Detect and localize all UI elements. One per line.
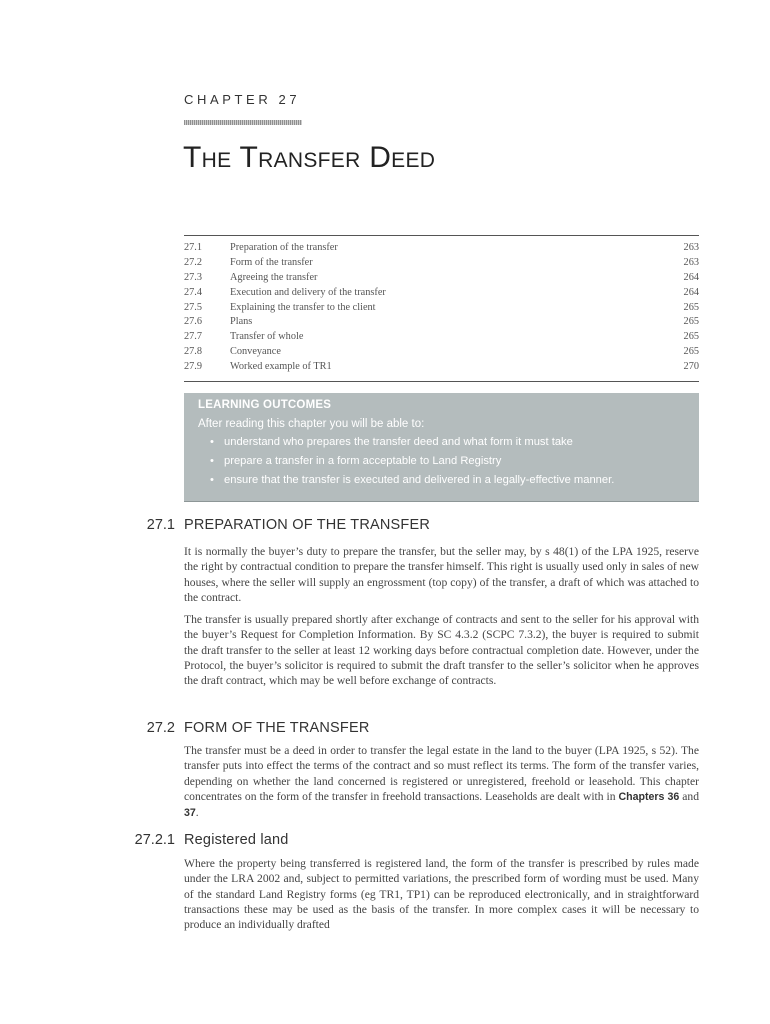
section-paragraph: The transfer is usually prepared shortly after exchange of contracts and sent to the seller for his approval with the buyer’s Request for Completion Information. By SC 4.3.2 (SCPC 7.3.2), the buyer is required to submit the draft transfer to the seller at least 12 working days before contractual completion date. However, under the Protocol, the buyer’s solicitor is required to submit the draft transfer to the seller’s solicitor when he approves the draft contract, which may be well before exchange of contracts. <box>184 613 699 688</box>
toc-entry-title: Plans <box>230 316 253 328</box>
learning-outcome-item: • prepare a transfer in a form acceptable to Land Registry <box>224 452 685 471</box>
toc-entry-title: Preparation of the transfer <box>230 241 338 253</box>
chapter-label: CHAPTER 27 <box>184 92 301 107</box>
toc-entry-title: Worked example of TR1 <box>230 361 332 373</box>
section-heading: FORM OF THE TRANSFER <box>184 720 370 736</box>
learning-outcomes-box <box>184 393 699 502</box>
toc-entry-title: Conveyance <box>230 346 281 358</box>
toc-row <box>184 344 699 359</box>
toc-entry-page: 265 <box>683 331 699 343</box>
toc-entry-page: 265 <box>683 346 699 358</box>
toc-entry-number: 27.7 <box>184 331 203 343</box>
subsection-number: 27.2.1 <box>134 832 175 848</box>
toc-row <box>184 300 699 315</box>
section-number: 27.2 <box>146 720 175 736</box>
toc-entry-number: 27.2 <box>184 256 203 268</box>
toc-entry-number: 27.1 <box>184 241 203 253</box>
toc-entry-number: 27.9 <box>184 361 203 373</box>
table-of-contents <box>184 235 699 382</box>
learning-outcomes-heading: LEARNING OUTCOMES <box>198 399 332 411</box>
section-number: 27.1 <box>146 517 175 533</box>
learning-outcome-item: • ensure that the transfer is executed and delivered in a legally-effective manner. <box>224 471 685 490</box>
learning-outcomes-intro: After reading this chapter you will be able to: <box>198 418 425 430</box>
toc-entry-number: 27.6 <box>184 316 203 328</box>
toc-entry-page: 265 <box>683 301 699 313</box>
toc-entry-page: 263 <box>683 256 699 268</box>
toc-entry-number: 27.8 <box>184 346 203 358</box>
paragraph-text: and <box>679 789 699 803</box>
chapter-rule <box>184 120 302 125</box>
toc-entry-title: Form of the transfer <box>230 256 313 268</box>
toc-entry-page: 270 <box>683 361 699 373</box>
section-paragraph <box>184 743 699 821</box>
toc-entry-page: 265 <box>683 316 699 328</box>
toc-entry-title: Execution and delivery of the transfer <box>230 286 386 298</box>
toc-entry-number: 27.3 <box>184 271 203 283</box>
toc-entry-page: 263 <box>683 241 699 253</box>
paragraph-text: . <box>195 806 199 820</box>
learning-outcome-item: • understand who prepares the transfer deed and what form it must take <box>224 433 685 452</box>
chapter-reference: 37 <box>184 807 196 820</box>
chapter-reference: Chapters 36 <box>618 790 680 803</box>
toc-row <box>184 329 699 344</box>
toc-row <box>184 240 699 255</box>
toc-row <box>184 270 699 285</box>
toc-entry-title: Agreeing the transfer <box>230 271 318 283</box>
toc-entry-page: 264 <box>683 286 699 298</box>
section-paragraph: It is normally the buyer’s duty to prepare the transfer, but the seller may, by s 48(1) of the LPA 1925, reserve the right by contractual condition to prepare the transfer himself. This right is usually used only in sales of new houses, where the seller will supply an engrossment (top copy) of the transfer, a draft of which was attached to the contract. <box>184 545 699 604</box>
toc-row <box>184 314 699 329</box>
toc-entry-number: 27.5 <box>184 301 203 313</box>
toc-row <box>184 359 699 374</box>
toc-row <box>184 255 699 270</box>
toc-entry-title: Transfer of whole <box>230 331 304 343</box>
toc-entry-title: Explaining the transfer to the client <box>230 301 376 313</box>
paragraph-text: The transfer must be a deed in order to transfer the legal estate in the land to the buyer (LPA 1925, s 52). The transfer puts into effect the terms of the contract and so must reflect its terms. The form of the transfer varies, depending on whether the land concerned is registered or unregistered, freehold or leasehold. This chapter concentrates on the form of the transfer in freehold transactions. Leaseholds are dealt with in <box>184 744 699 803</box>
toc-row <box>184 285 699 300</box>
toc-entry-page: 264 <box>683 271 699 283</box>
section-paragraph: Where the property being transferred is registered land, the form of the transfer is prescribed by rules made under the LRA 2002 and, subject to permitted variations, the prescribed form of wording must be used. Many of the standard Land Registry forms (eg TR1, TP1) can be reproduced electronically, and in straightforward transactions these may be used as the basis of the transfer. In more complex cases it will be necessary to produce an individually drafted <box>184 857 699 932</box>
subsection-heading: Registered land <box>184 832 289 848</box>
toc-entry-number: 27.4 <box>184 286 203 298</box>
learning-outcomes-list <box>198 433 685 490</box>
section-heading: PREPARATION OF THE TRANSFER <box>184 517 431 533</box>
chapter-title: The Transfer Deed <box>183 141 436 174</box>
